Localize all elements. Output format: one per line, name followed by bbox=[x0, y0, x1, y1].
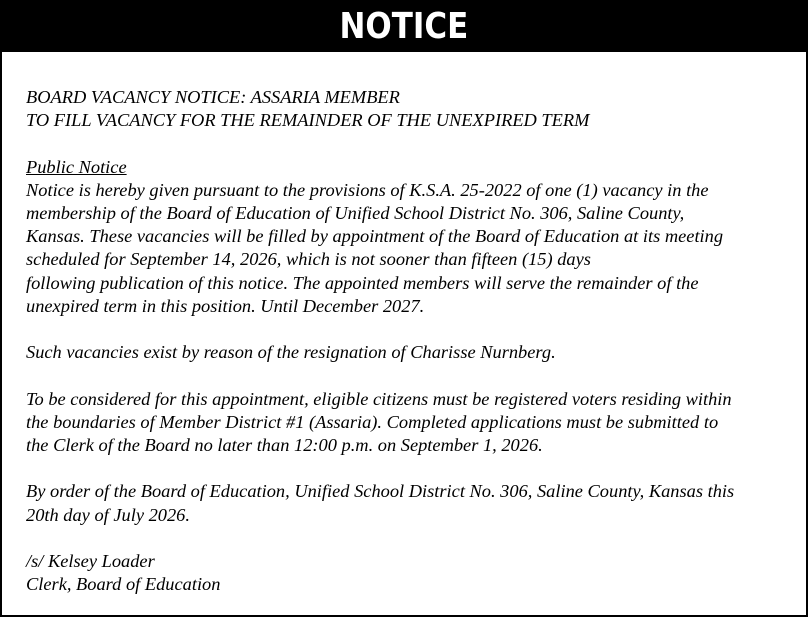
paragraph-line: By order of the Board of Education, Unified School District No. 306, Saline County, Kansas this bbox=[26, 481, 735, 502]
notice-title: NOTICE bbox=[339, 6, 469, 47]
paragraph-gap bbox=[26, 132, 796, 155]
paragraph-gap bbox=[26, 457, 796, 480]
paragraph-gap bbox=[26, 318, 796, 341]
public-notice-label: Public Notice bbox=[26, 156, 127, 177]
paragraph-line: unexpired term in this position. Until December 2027. bbox=[26, 295, 425, 316]
paragraph-line: following publication of this notice. The appointed members will serve the remainder of the bbox=[26, 272, 699, 293]
paragraph-gap bbox=[26, 364, 796, 387]
signature-line: /s/ Kelsey Loader bbox=[26, 550, 155, 571]
paragraph-line: Such vacancies exist by reason of the resignation of Charisse Nurnberg. bbox=[26, 342, 556, 363]
notice-body bbox=[26, 86, 796, 596]
paragraph-line: Notice is hereby given pursuant to the provisions of K.S.A. 25-2022 of one (1) vacancy in the bbox=[26, 179, 709, 200]
header-bar bbox=[2, 2, 806, 52]
heading-line: BOARD VACANCY NOTICE: ASSARIA MEMBER bbox=[26, 87, 400, 107]
paragraph-line: membership of the Board of Education of Unified School District No. 306, Saline County, bbox=[26, 203, 685, 223]
paragraph-gap bbox=[26, 527, 796, 550]
heading-line: TO FILL VACANCY FOR THE REMAINDER OF THE UNEXPIRED TERM bbox=[26, 110, 590, 131]
paragraph-line: the boundaries of Member District #1 (Assaria). Completed applications must be submitted to bbox=[26, 411, 719, 432]
signature-title: Clerk, Board of Education bbox=[26, 574, 221, 595]
paragraph-line: 20th day of July 2026. bbox=[26, 504, 190, 525]
paragraph-line: scheduled for September 14, 2026, which is not sooner than fifteen (15) days bbox=[26, 249, 591, 270]
paragraph-line: To be considered for this appointment, eligible citizens must be registered voters residing within bbox=[26, 388, 732, 409]
paragraph-line: the Clerk of the Board no later than 12:00 p.m. on September 1, 2026. bbox=[26, 435, 543, 455]
paragraph-line: Kansas. These vacancies will be filled by appointment of the Board of Education at its meeting bbox=[26, 226, 724, 247]
